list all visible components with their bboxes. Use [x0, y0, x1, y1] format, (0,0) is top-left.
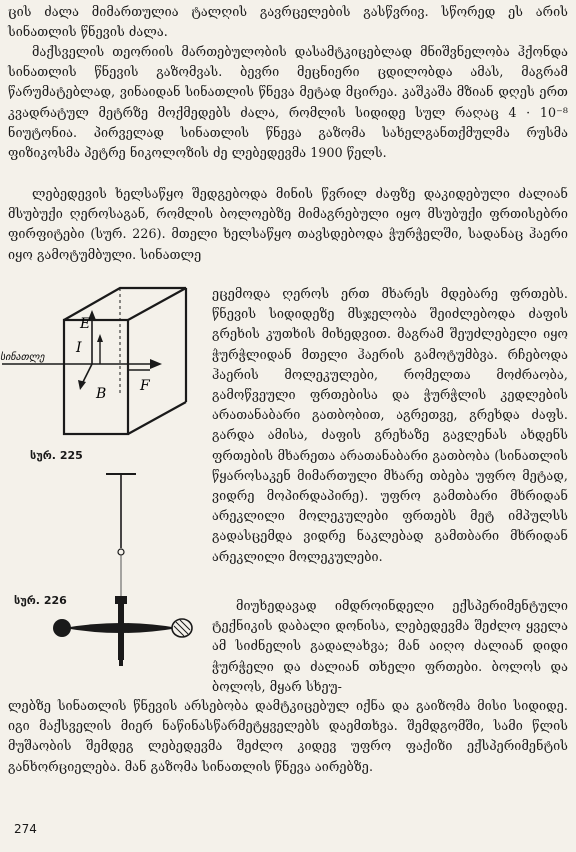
thread-loop	[118, 549, 124, 555]
mirror-holder	[115, 596, 127, 604]
paragraph-continuation: ცის ძალა მიმართულია ტალღის გავრცელების გასწვრივ. სწორედ ეს არის სინათლის წნევის ძალა.	[8, 4, 568, 40]
bottom-tip	[119, 658, 123, 666]
figure-225-diagram	[0, 280, 220, 450]
i-vector-arrowhead	[97, 334, 103, 342]
left-vane-disc	[53, 619, 71, 637]
cube-bottom-edge	[128, 402, 186, 434]
paragraph-lebedev-result: მიუხედავად იმდროინდელი ექსპერიმენტული ტექნიკის დაბალი დონისა, ლებედევმა შეძლო ყველა ამ სიძნელის გადალახვა; მან აიღო ძალიან დიდი ჭურჭელი და ძალიან თხელი ფრთები. ბოლოს და ბოლოს, მყარ სხეუ-	[212, 598, 568, 694]
e-vector-label: E	[80, 316, 91, 332]
vane-arm	[64, 623, 178, 633]
b-vector-line	[82, 364, 92, 384]
light-beam-arrowhead	[150, 359, 162, 369]
figure-226-caption: სურ. 226	[14, 594, 67, 607]
b-vector-label: B	[96, 386, 107, 402]
paragraph-lebedev-result-cont: ლებზე სინათლის წნევის არსებობა დამტკიცებულ იქნა და გაიზომა მისი სიდიდე. იგი მაქსველის მიერ ნაწინასწარმეტყველებს დაემთხვა. შემდგომში, სამი წლის მუშაობის შემდეგ ლებედევმა შეძლო კიდევ უფრო ფაქიზი ექსპერიმენტის განხორციელება. მან გაზომა სინათლის წნევა აირებზე.	[8, 698, 568, 774]
page-number: 274	[14, 822, 37, 836]
beam-label: სინათლე	[0, 352, 45, 363]
b-vector-arrowhead	[78, 380, 86, 390]
f-vector-label: F	[140, 378, 150, 394]
figure-226-diagram	[40, 470, 240, 670]
paragraph-lebedev-device-cont: ეცემოდა ღეროს ერთ მხარეს მდებარე ფრთებს. წნევის სიდიდეზე მსჯელობა შეიძლებოდა ძაფის გრეხის კუთხის მიხედვით. მაგრამ შეუძლებელი იყო ჭურჭლიდან მთელი ჰაერის გამოტუმბვა. რჩებოდა ჰაერის მოლეკულები, რომელთა მოძრაობა, გამოწვეული ფრთებისა და ჭურჭლის კედლების არათანაბარი გათბობით, აგრეთვე, გრეხდა ძაფს. გარდა ამისა, ძაფის გრეხაზე გავლენას ახდენს ფრთების მხარეთა არათანაბარი გათბობა (სინათლის წყაროსაკენ მიმართული მხარე თბება უფრო მეტად, ვიდრე მოპირდაპირე). უფრო გამთბარი მხრიდან არეკლილი მოლეკულები ფრთებს მეტ იმპულსს გადასცემდა ვიდრე ნაკლებად გამთბარი მხრიდან არეკლილი მოლეკულები.	[212, 286, 568, 564]
paragraph-maxwell-pressure: მაქსველის თეორიის მართებულობის დასამტკიცებლად მნიშვნელობა ჰქონდა სინათლის წნევის გაზომვას. ბევრი მეცნიერი ცდილობდა ამას, მაგრამ წარუმატებლად, ვინაიდან სინათლის წნევა მეტად მცირეა. კაშკაშა მზიან დღეს ერთ კვადრატულ მეტრზე მოქმედებს ძალა, რომლის სიდიდე სულ რაღაც 4 · 10⁻⁸ ნიუტონია. პირველად სინათლის წნევა გაზომა სახელგანთქმულმა რუსმა ფიზიკოსმა პეტრე ნიკოლოზის ძე ლებედევმა 1900 წელს.	[8, 44, 568, 161]
cube-front-face	[64, 320, 128, 434]
i-vector-label: I	[76, 340, 82, 356]
figure-225-caption: სურ. 225	[30, 449, 83, 462]
paragraph-lebedev-device: ლებედევის ხელსაწყო შედგებოდა მინის წვრილ ძაფზე დაკიდებული ძალიან მსუბუქი ღეროსაგან, რომლის ბოლოებზე მიმაგრებული იყო მსუბუქი ფრთისებრი ფირფიტები (სურ. 226). მთელი ხელსაწყო თავსდებოდა ჭურჭელში, სადანაც ჰაერი იყო გამოტუმბული. სინათლე	[8, 186, 568, 262]
